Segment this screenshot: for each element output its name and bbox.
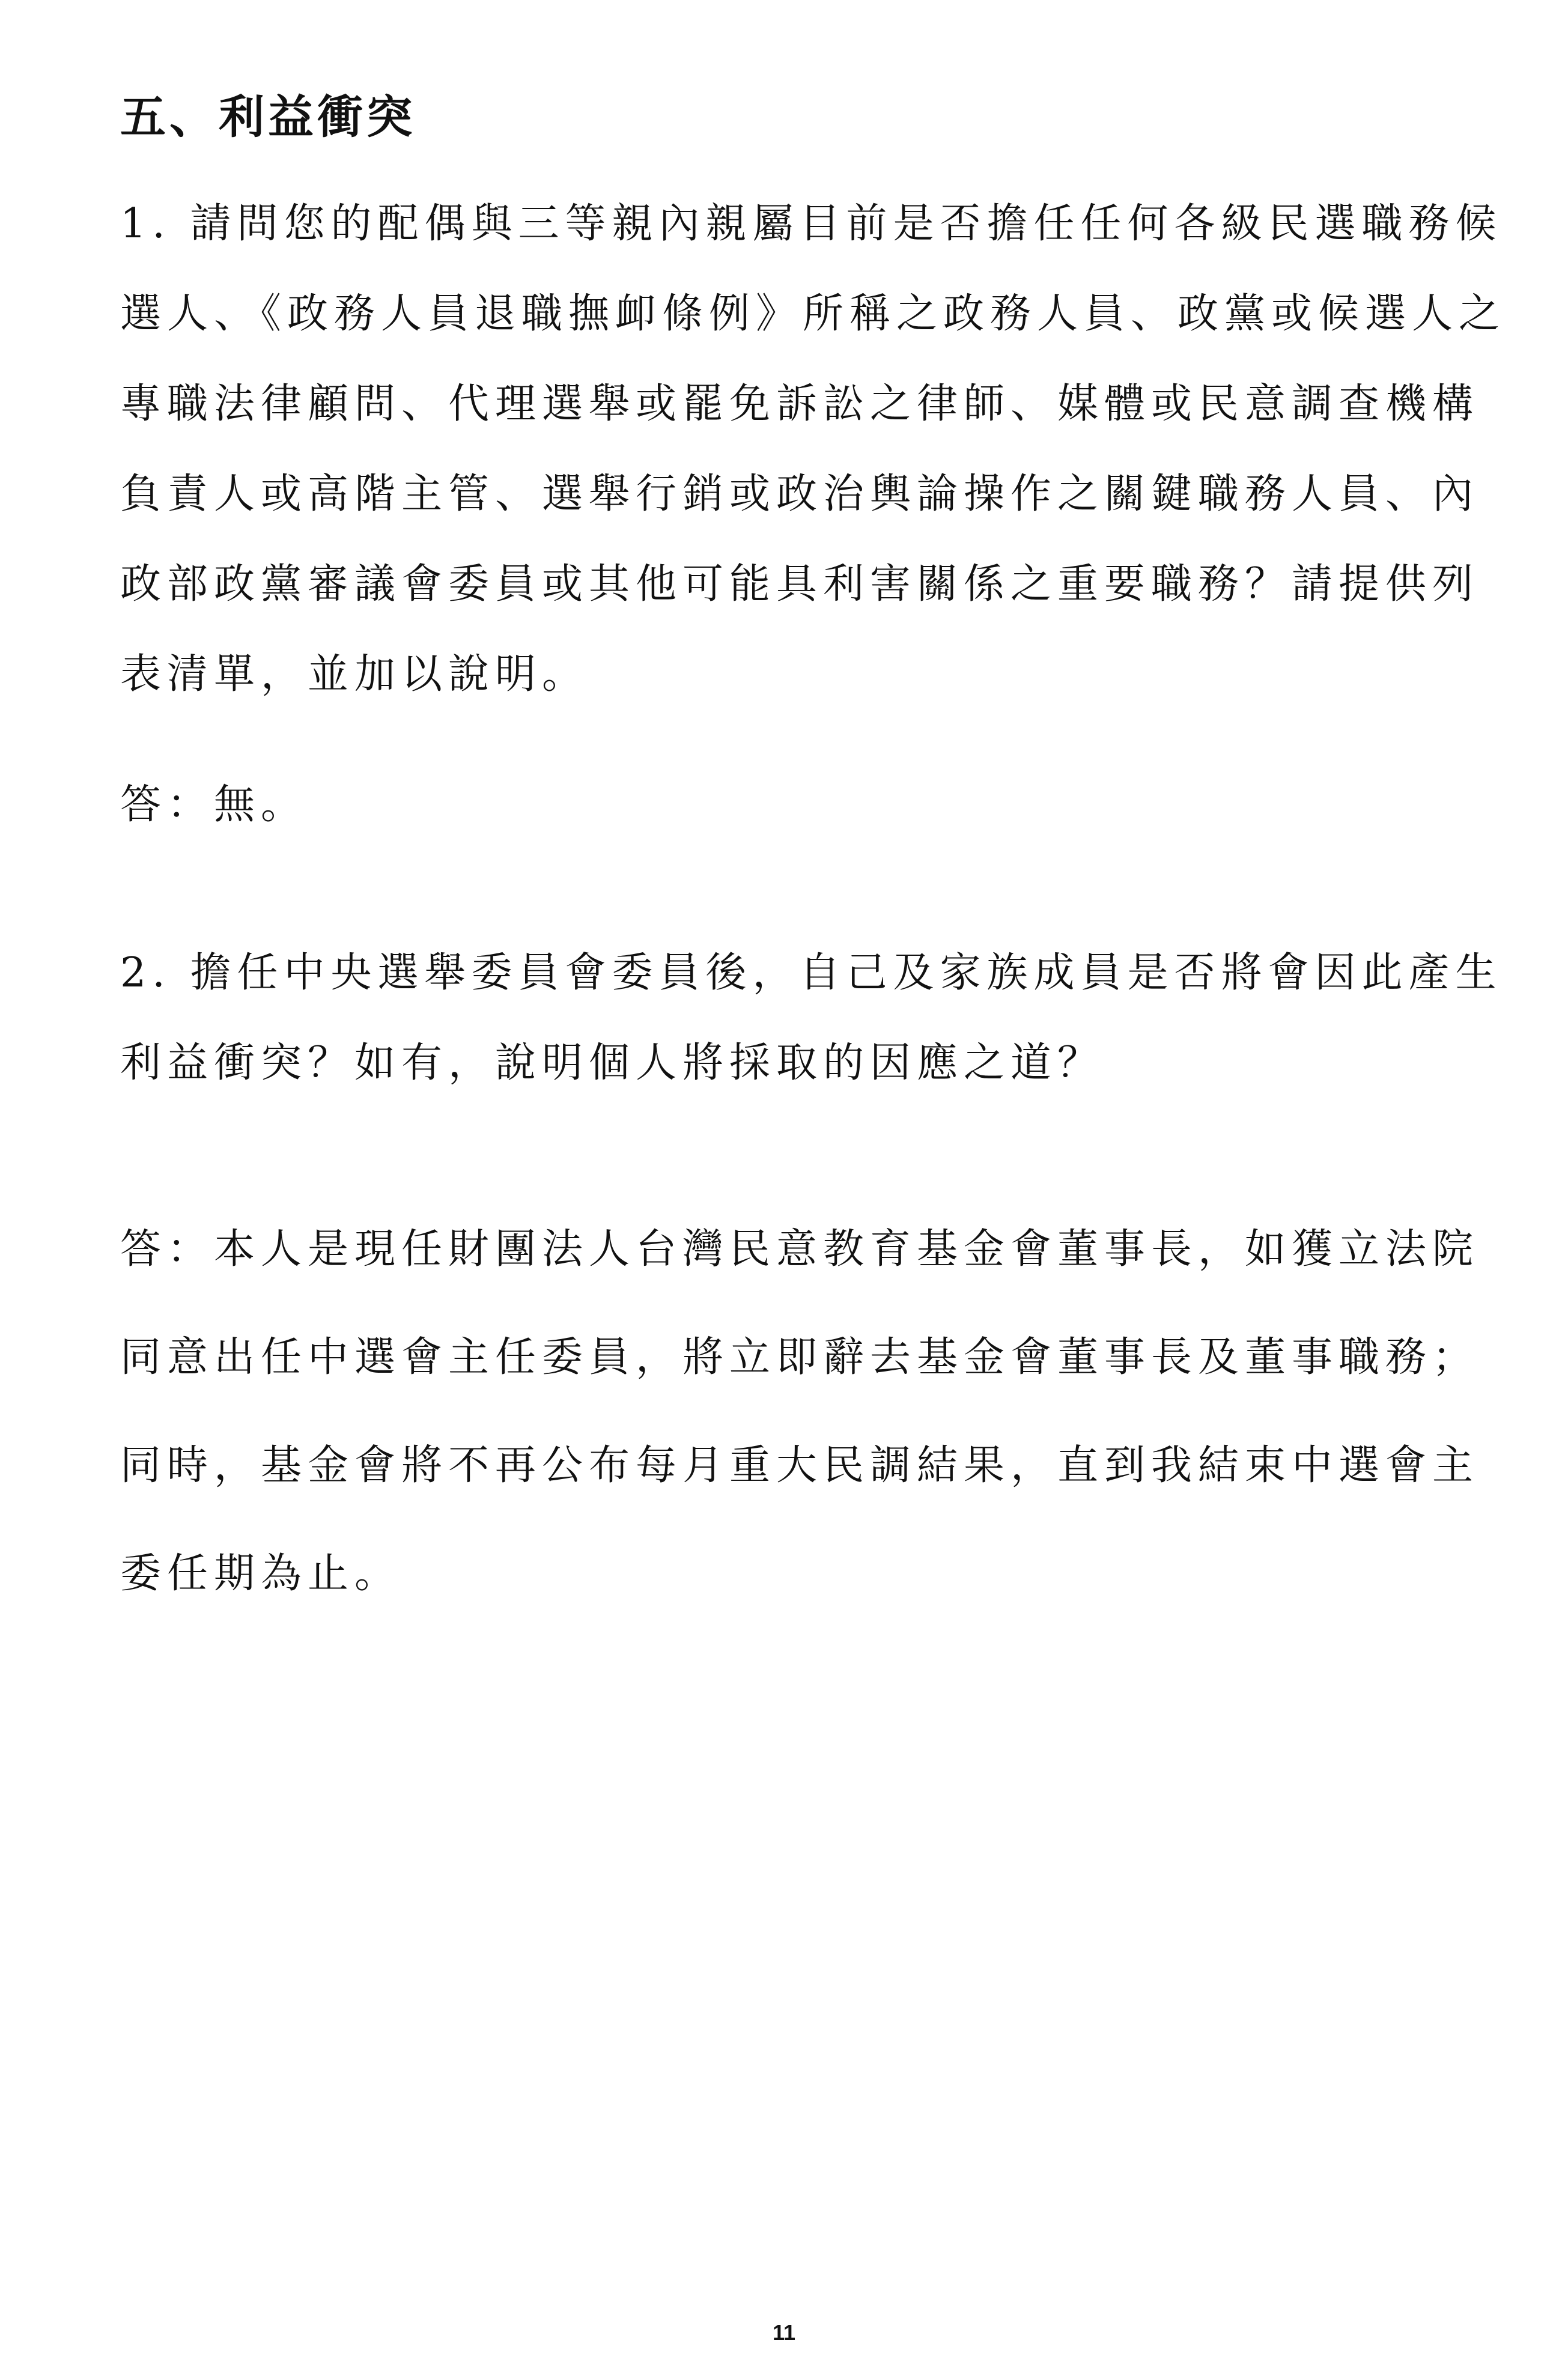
section-heading: 五、利益衝突 xyxy=(120,90,416,144)
question-1 xyxy=(120,179,1506,720)
answer-2-line: 答：本人是現任財團法人台灣民意教育基金會董事長，如獲立法院 xyxy=(120,1226,1480,1273)
question-2-line: 利益衝突？如有，說明個人將採取的因應之道？ xyxy=(120,1039,1105,1087)
answer-2-line: 委任期為止。 xyxy=(120,1550,402,1597)
answer-2-line: 同時，基金會將不再公布每月重大民調結果，直到我結束中選會主 xyxy=(120,1442,1480,1489)
page-number: 11 xyxy=(772,2320,796,2345)
question-1-line: 選人、《政務人員退職撫卹條例》所稱之政務人員、政黨或候選人之 xyxy=(120,290,1506,338)
question-1-line: 政部政黨審議會委員或其他可能具利害關係之重要職務？請提供列 xyxy=(120,561,1480,608)
question-1-line: 負責人或高階主管、選舉行銷或政治輿論操作之關鍵職務人員、內 xyxy=(120,470,1480,518)
answer-2 xyxy=(120,1196,1480,1628)
answer-1: 答：無。 xyxy=(120,781,308,828)
question-2 xyxy=(120,928,1503,1108)
question-2-line: 2. 擔任中央選舉委員會委員後，自己及家族成員是否將會因此產生 xyxy=(120,949,1503,997)
answer-2-line: 同意出任中選會主任委員，將立即辭去基金會董事長及董事職務； xyxy=(120,1334,1480,1381)
question-1-line: 專職法律顧問、代理選舉或罷免訴訟之律師、媒體或民意調查機構 xyxy=(120,380,1480,428)
question-1-line: 1. 請問您的配偶與三等親內親屬目前是否擔任任何各級民選職務候 xyxy=(120,200,1503,248)
question-1-line: 表清單，並加以說明。 xyxy=(120,651,589,698)
